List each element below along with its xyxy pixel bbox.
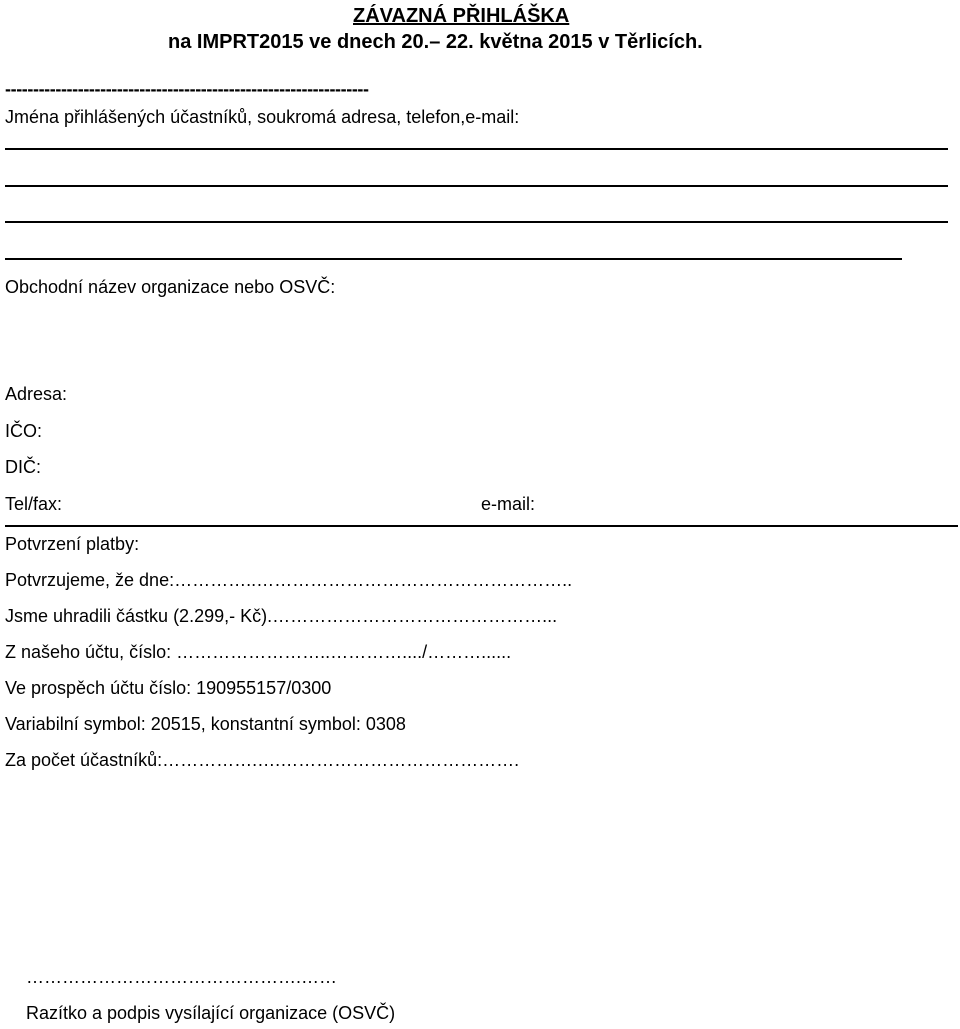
signature-dots: ……………………………………….…… (26, 967, 338, 987)
dic-label: DIČ: (5, 457, 41, 477)
email-label: e-mail: (481, 494, 536, 514)
beneficiary-account-line: Ve prospěch účtu číslo: 190955157/0300 (5, 678, 332, 698)
separator-dashes: ----------------------------------------------------------------- (5, 79, 369, 99)
ico-label: IČO: (5, 421, 43, 441)
participant-count-line: Za počet účastníků:…………….….…………………………………. (5, 750, 520, 770)
form-subtitle: na IMPRT2015 ve dnech 20.– 22. května 2015 v Těrlicích. (168, 31, 703, 53)
payment-account-line: Z našeho účtu, číslo: ……………………..…………..../………...... (5, 642, 512, 662)
payment-symbols-line: Variabilní symbol: 20515, konstantní symbol: 0308 (5, 714, 406, 734)
participants-label: Jména přihlášených účastníků, soukromá adresa, telefon,e-mail: (5, 107, 520, 127)
payment-amount-line: Jsme uhradili částku (2.299,- Kč).………………………………………... (5, 606, 558, 626)
participant-line-4[interactable] (5, 258, 902, 260)
participant-line-2[interactable] (5, 185, 948, 187)
signature-label: Razítko a podpis vysílající organizace (OSVČ) (26, 1003, 396, 1023)
section-divider (5, 525, 958, 527)
participant-line-1[interactable] (5, 148, 948, 150)
form-title: ZÁVAZNÁ PŘIHLÁŠKA (353, 5, 570, 27)
telfax-label: Tel/fax: (5, 494, 63, 514)
payment-heading: Potvrzení platby: (5, 534, 140, 554)
org-name-label: Obchodní název organizace nebo OSVČ: (5, 277, 336, 297)
payment-date-line: Potvrzujeme, že dne:…………..…………………………………………….. (5, 570, 573, 590)
participant-line-3[interactable] (5, 221, 948, 223)
address-label: Adresa: (5, 384, 68, 404)
